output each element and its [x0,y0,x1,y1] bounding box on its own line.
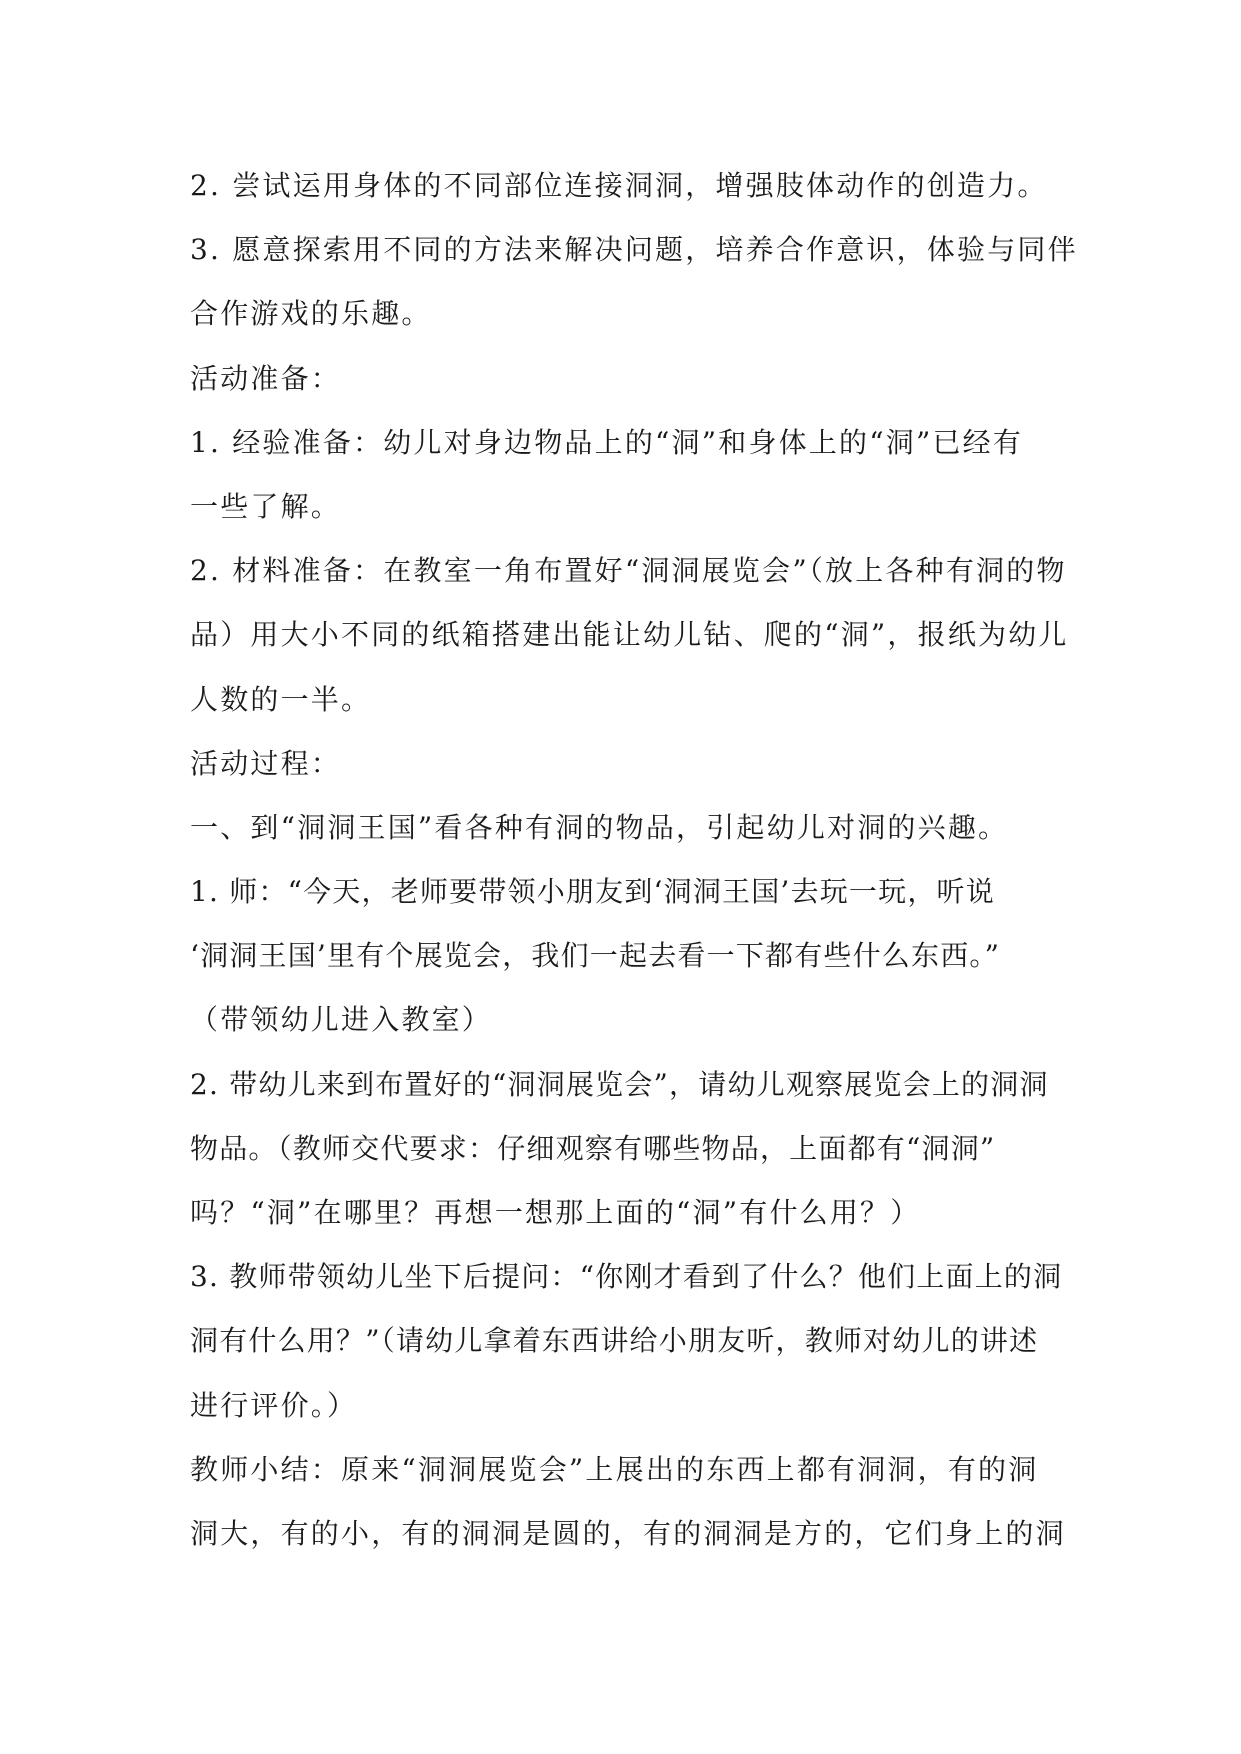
text-line-8: 品）用大小不同的纸箱搭建出能让幼儿钻、爬的“洞”，报纸为幼儿 [190,618,1069,652]
text-line-20: 进行评价。） [190,1388,358,1422]
text-line-7: 2. 材料准备：在教室一角布置好“洞洞展览会”（放上各种有洞的物 [190,554,1067,588]
text-line-3: 合作游戏的乐趣。 [190,297,432,331]
document-body [190,154,1078,1566]
text-line-15: 2. 带幼儿来到布置好的“洞洞展览会”，请幼儿观察展览会上的洞洞 [190,1067,1049,1101]
text-line-13: ‘洞洞王国’里有个展览会，我们一起去看一下都有些什么东西。” [190,939,1001,973]
text-line-5: 1. 经验准备：幼儿对身边物品上的“洞”和身体上的“洞”已经有 [190,425,1024,459]
text-line-14: （带领幼儿进入教室） [190,1003,493,1037]
text-line-22: 洞大，有的小，有的洞洞是圆的，有的洞洞是方的，它们身上的洞 [190,1516,1066,1550]
text-line-2: 3. 愿意探索用不同的方法来解决问题，培养合作意识，体验与同伴 [190,233,1078,267]
text-line-12: 1. 师：“今天，老师要带领小朋友到‘洞洞王国’去玩一玩，听说 [190,875,995,909]
text-line-6: 一些了解。 [190,489,342,523]
text-line-9: 人数的一半。 [190,682,372,716]
text-line-18: 3. 教师带领幼儿坐下后提问：“你刚才看到了什么？他们上面上的洞 [190,1260,1063,1294]
text-line-1: 2. 尝试运用身体的不同部位连接洞洞，增强肢体动作的创造力。 [190,169,1048,202]
text-line-19: 洞有什么用？”（请幼儿拿着东西讲给小朋友听，教师对幼儿的讲述 [190,1324,1039,1358]
text-line-17: 吗？“洞”在哪里？再想一想那上面的“洞”有什么用？） [190,1196,921,1229]
section-heading-process: 活动过程： [190,746,342,780]
text-line-11: 一、到“洞洞王国”看各种有洞的物品，引起幼儿对洞的兴趣。 [190,810,1009,844]
text-line-21: 教师小结：原来“洞洞展览会”上展出的东西上都有洞洞，有的洞 [190,1452,1039,1486]
text-line-16: 物品。（教师交代要求：仔细观察有哪些物品，上面都有“洞洞” [190,1131,996,1165]
section-heading-preparation: 活动准备： [190,361,342,395]
